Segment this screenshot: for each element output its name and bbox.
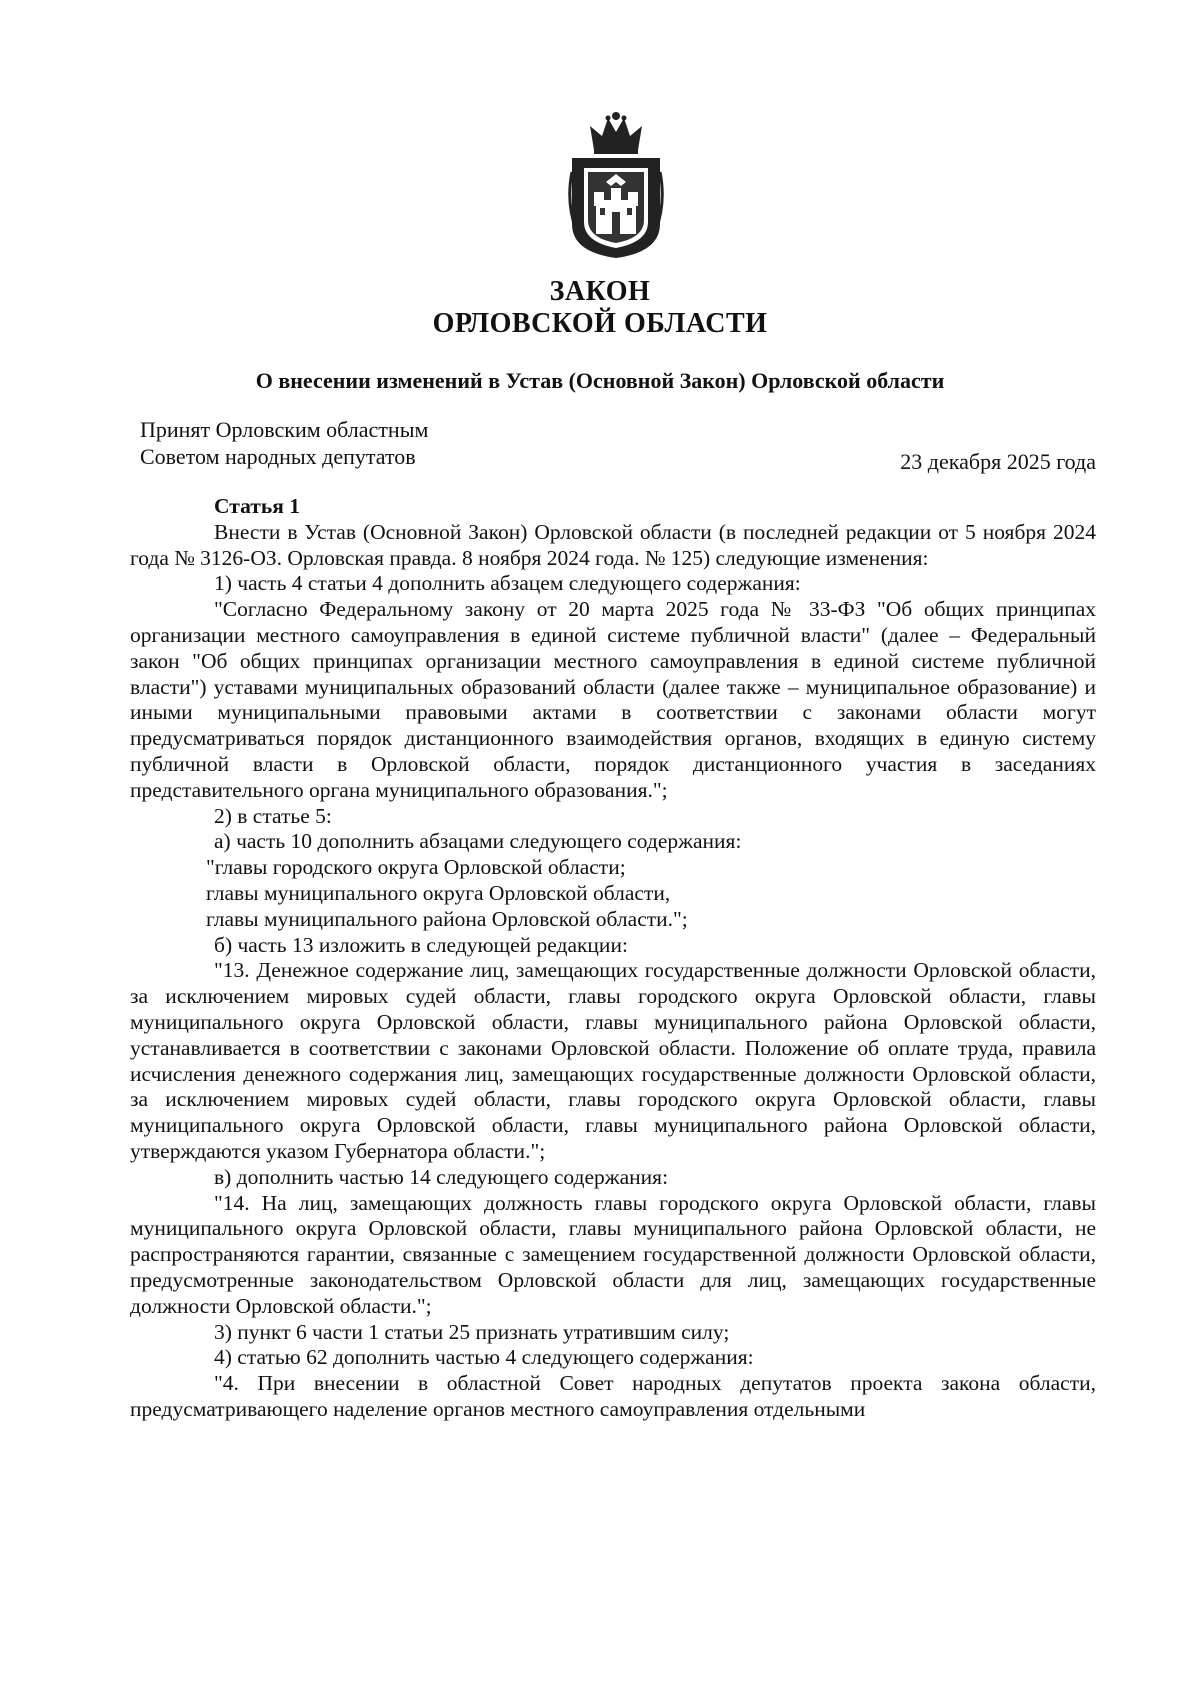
paragraph: 3) пункт 6 части 1 статьи 25 признать утратившим силу; <box>214 1319 730 1344</box>
paragraph: 1) часть 4 статьи 4 дополнить абзацем следующего содержания: <box>214 571 801 596</box>
paragraph: а) часть 10 дополнить абзацами следующего содержания: <box>214 829 742 854</box>
article-body <box>130 494 1096 1423</box>
paragraph: "Согласно Федеральному закону от 20 марта 2025 года № 33-ФЗ "Об общих принципах организации местного самоуправления в единой системе публичной власти" (далее – Федеральный закон "Об общих принципах организации местного самоуправления в единой системе публичной власти") уставами муниципальных образований области (далее также – муниципальное образование) и иными муниципальными правовыми актами в соответствии с законами области могут предусматриваться порядок дистанционного взаимодействия органов, входящих в единую систему публичной власти в Орловской области, порядок дистанционного участия в заседаниях представительного органа муниципального образования."; <box>130 597 1096 802</box>
paragraph: "главы городского округа Орловской области; <box>206 855 626 880</box>
adoption-line-2: Советом народных депутатов <box>140 444 416 469</box>
adoption-block <box>140 416 428 470</box>
coat-of-arms-icon <box>566 112 666 260</box>
paragraph: главы муниципального округа Орловской области, <box>206 880 671 905</box>
paragraph: в) дополнить частью 14 следующего содержания: <box>214 1164 669 1189</box>
article-heading: Статья 1 <box>214 494 300 518</box>
paragraph: "4. При внесении в областной Совет народных депутатов проекта закона области, предусматривающего наделение органов местного самоуправления отдельными <box>130 1371 1096 1421</box>
adoption-line-1: Принят Орловским областным <box>140 417 429 442</box>
adoption-date: 23 декабря 2025 года <box>900 449 1096 474</box>
paragraph: б) часть 13 изложить в следующей редакции: <box>214 932 628 957</box>
law-title: ЗАКОН <box>549 276 651 307</box>
region-title: ОРЛОВСКОЙ ОБЛАСТИ <box>432 308 768 339</box>
paragraph: Внести в Устав (Основной Закон) Орловской области (в последней редакции от 5 ноября 2024 года № 3126-ОЗ. Орловская правда. 8 ноября 2024 года. № 125) следующие изменения: <box>130 519 1096 570</box>
paragraph: главы муниципального района Орловской области."; <box>206 906 688 931</box>
law-subtitle: О внесении изменений в Устав (Основной Закон) Орловской области <box>255 368 945 393</box>
paragraph: 4) статью 62 дополнить частью 4 следующего содержания: <box>214 1345 754 1370</box>
paragraph: "13. Денежное содержание лиц, замещающих государственные должности Орловской области, за исключением мировых судей области, главы городского округа Орловской области, главы муниципального округа Орловской области, главы муниципального района Орловской области, устанавливается в соответствии с законами Орловской области. Положение об оплате труда, правила исчисления денежного содержания лиц, замещающих государственные должности Орловской области, за исключением мировых судей области, главы городского округа Орловской области, главы муниципального округа Орловской области, главы муниципального района Орловской области, утверждаются указом Губернатора области."; <box>130 958 1096 1163</box>
paragraph: 2) в статье 5: <box>214 803 332 828</box>
paragraph: "14. На лиц, замещающих должность главы городского округа Орловской области, главы муниципального округа Орловской области, главы муниципального района Орловской области, не распространяются гарантии, связанные с замещением государственной должности Орловской области, предусмотренные законодательством Орловской области для лиц, замещающих государственные должности Орловской области."; <box>130 1190 1096 1318</box>
